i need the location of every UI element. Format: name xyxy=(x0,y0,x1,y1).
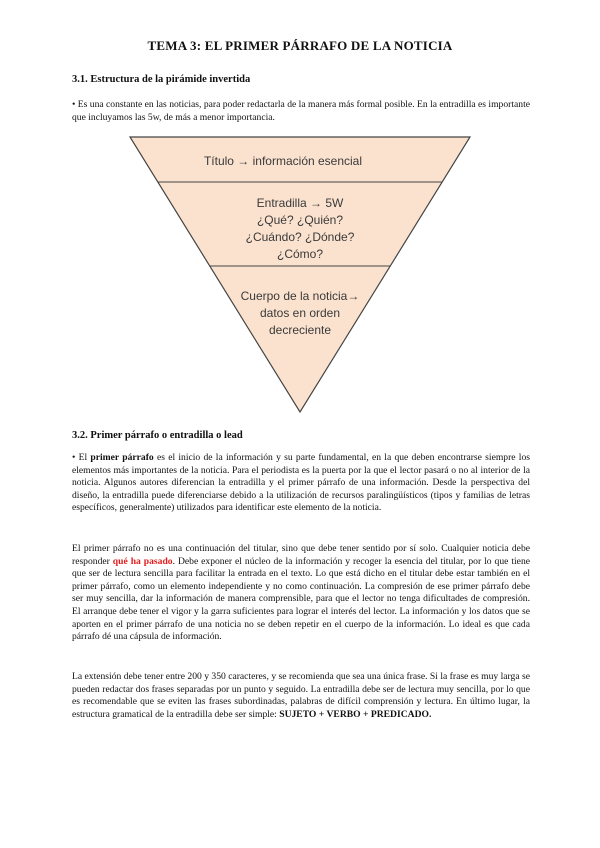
p1-rest: es el inicio de la información y su parte fundamental, en la que deben encontrarse siempre los elementos más importantes de la noticia. Para el periodista es la puerta por la que el lector pasará o no al interior de la noticia. Algunos autores diferencian la entradilla y el primer párrafo de una información. Desde la perspectiva del diseño, la entradilla puede diferenciarse debido a la utilización de recursos paralingüísticos (tipos y familias de letras específicos, generalmente) utilizados para identificar este elemento de la noticia. xyxy=(72,452,530,514)
p1-prefix: • El xyxy=(72,452,91,463)
p3-text: La extensión debe tener entre 200 y 350 caracteres, y se recomienda que sea una única frase. Si la frase es muy larga se pueden redactar dos frases separadas por un punto y seguido. La entradilla debe ser de lectura muy sencilla, por lo que es recomendable que se eviten las frases subordinadas, palabras de difícil comprensión y lectura. En último lugar, la estructura gramatical de la entradilla debe ser simple: xyxy=(72,671,530,720)
pyramid-level-lead-1: Entradilla → 5W xyxy=(256,196,344,210)
paragraph-extension xyxy=(72,671,530,721)
paragraph-primer-parrafo xyxy=(72,452,530,515)
pyramid-level-lead-2: ¿Qué? ¿Quién? xyxy=(256,213,344,227)
section-heading-3-1: 3.1. Estructura de la pirámide invertida xyxy=(72,74,251,85)
paragraph-titular xyxy=(72,543,530,644)
paragraph-intro: • Es una constante en las noticias, para poder redactarla de la manera más formal posible. En la entradilla es importante que incluyamos las 5w, de más a menor importancia. xyxy=(72,99,530,123)
pyramid-level-lead-4: ¿Cómo? xyxy=(276,247,324,261)
pyramid-level-lead-3: ¿Cuándo? ¿Dónde? xyxy=(245,230,355,244)
pyramid-level-body-1: Cuerpo de la noticia→ xyxy=(240,289,360,303)
page-title: TEMA 3: EL PRIMER PÁRRAFO DE LA NOTICIA xyxy=(147,38,453,53)
pyramid-level-body-3: decreciente xyxy=(268,323,332,337)
pyramid-shape xyxy=(130,137,470,412)
section-heading-3-2: 3.2. Primer párrafo o entradilla o lead xyxy=(72,430,243,441)
p2-highlight: qué ha pasado xyxy=(112,555,173,567)
pyramid-level-title: Título → información esencial xyxy=(203,154,363,168)
p2-after: . Debe exponer el núcleo de la información y recoger la esencia del titular, por lo que tiene que ser de lectura sencilla para facilitar la entrada en el texto. Lo que está dicho en el titular debe estar también en el primer párrafo, como un elemento independiente y no como continuación. La compresión de ese primer párrafo debe ser muy sencilla, dar la información de manera comprensible, para que el lector no tenga dificultades de compresión. El arranque debe tener el vigor y la garra suficientes para lograr el interés del lector. La información y los datos que se aporten en el primer párrafo de una noticia no se deben repetir en el cuerpo de la información. Lo ideal es que cada párrafo dé una cápsula de información. xyxy=(72,555,530,643)
p2-before: El primer párrafo no es una continuación del titular, sino que debe tener sentido por sí solo. Cualquier noticia debe responder xyxy=(72,543,530,567)
pyramid-level-body-2: datos en orden xyxy=(259,306,341,320)
p3-structure: SUJETO + VERBO + PREDICADO. xyxy=(279,708,432,720)
p1-bold-term: primer párrafo xyxy=(90,452,154,463)
